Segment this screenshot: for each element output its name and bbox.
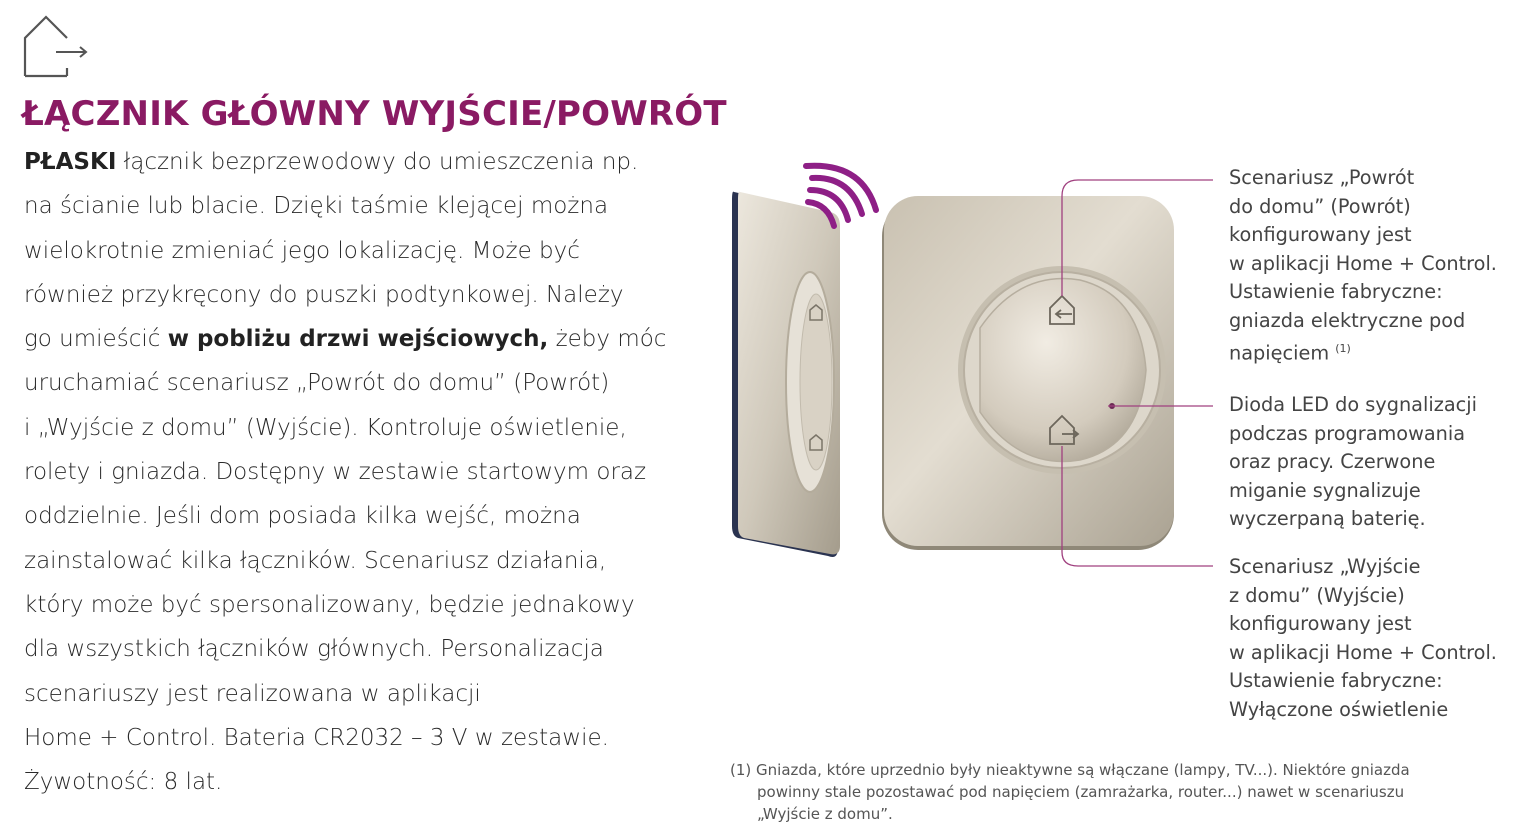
description-line: go umieścić w pobliżu drzwi wejściowych, żeby móc — [24, 326, 667, 353]
emphasis-near-door: w pobliżu drzwi wejściowych, — [167, 326, 549, 353]
page-title: ŁĄCZNIK GŁÓWNY WYJŚCIE/POWRÓT — [22, 94, 727, 134]
callout-return-scenario: Scenariusz „Powrót do domu” (Powrót) konfigurowany jest w aplikacji Home + Control. Ustawienie fabryczne: gniazda elektryczne pod napięciem $^{(1)}$ — [1229, 166, 1497, 365]
emphasis-flat: PŁASKI — [24, 149, 117, 175]
callout-led: Dioda LED do sygnalizacji podczas programowania oraz pracy. Czerwone miganie sygnalizuje wyczerpaną baterię. — [1229, 393, 1477, 530]
led-indicator — [1109, 403, 1115, 409]
description-line: scenariuszy jest realizowana w aplikacji — [24, 680, 481, 707]
description-line: wielokrotnie zmieniać jego lokalizację. Może być — [24, 237, 580, 264]
description-line: uruchamiać scenariusz „Powrót do domu” (Powrót) — [24, 370, 610, 397]
description-line: na ścianie lub blacie. Dzięki taśmie klejącej można — [24, 193, 609, 220]
description-line: Żywotność: 8 lat. — [24, 769, 223, 796]
description-line: zainstalować kilka łączników. Scenariusz działania, — [24, 547, 607, 574]
footnote-ref: (1) — [1335, 342, 1351, 355]
description-line: PŁASKI łącznik bezprzewodowy do umieszczenia np. — [24, 149, 639, 175]
description-line: dla wszystkich łączników głównych. Personalizacja — [24, 636, 604, 663]
callout-exit-scenario: Scenariusz „Wyjście z domu” (Wyjście) konfigurowany jest w aplikacji Home + Control. Ustawienie fabryczne: Wyłączone oświetlenie — [1229, 555, 1497, 721]
house-exit-icon — [22, 14, 88, 78]
description-line: i „Wyjście z domu” (Wyjście). Kontroluje oświetlenie, — [24, 414, 627, 441]
description-line: który może być spersonalizowany, będzie jednakowy — [24, 591, 635, 618]
description-line: również przykręcony do puszki podtynkowej. Należy — [24, 281, 624, 308]
side-view-switch — [732, 192, 840, 557]
description — [24, 140, 704, 804]
description-line: oddzielnie. Jeśli dom posiada kilka wejść, można — [24, 503, 581, 530]
footnote: (1) Gniazda, które uprzednio były nieaktywne są włączane (lampy, TV...). Niektóre gniazda powinny stale pozostawać pod napięciem (zamrażarka, router...) nawet w scenariuszu „Wyjście z domu”. — [730, 761, 1410, 823]
description-line: Home + Control. Bateria CR2032 – 3 V w zestawie. — [24, 724, 609, 751]
description-line: rolety i gniazda. Dostępny w zestawie startowym oraz — [24, 459, 647, 486]
front-view-switch — [882, 196, 1174, 550]
product-illustration — [720, 150, 1220, 570]
